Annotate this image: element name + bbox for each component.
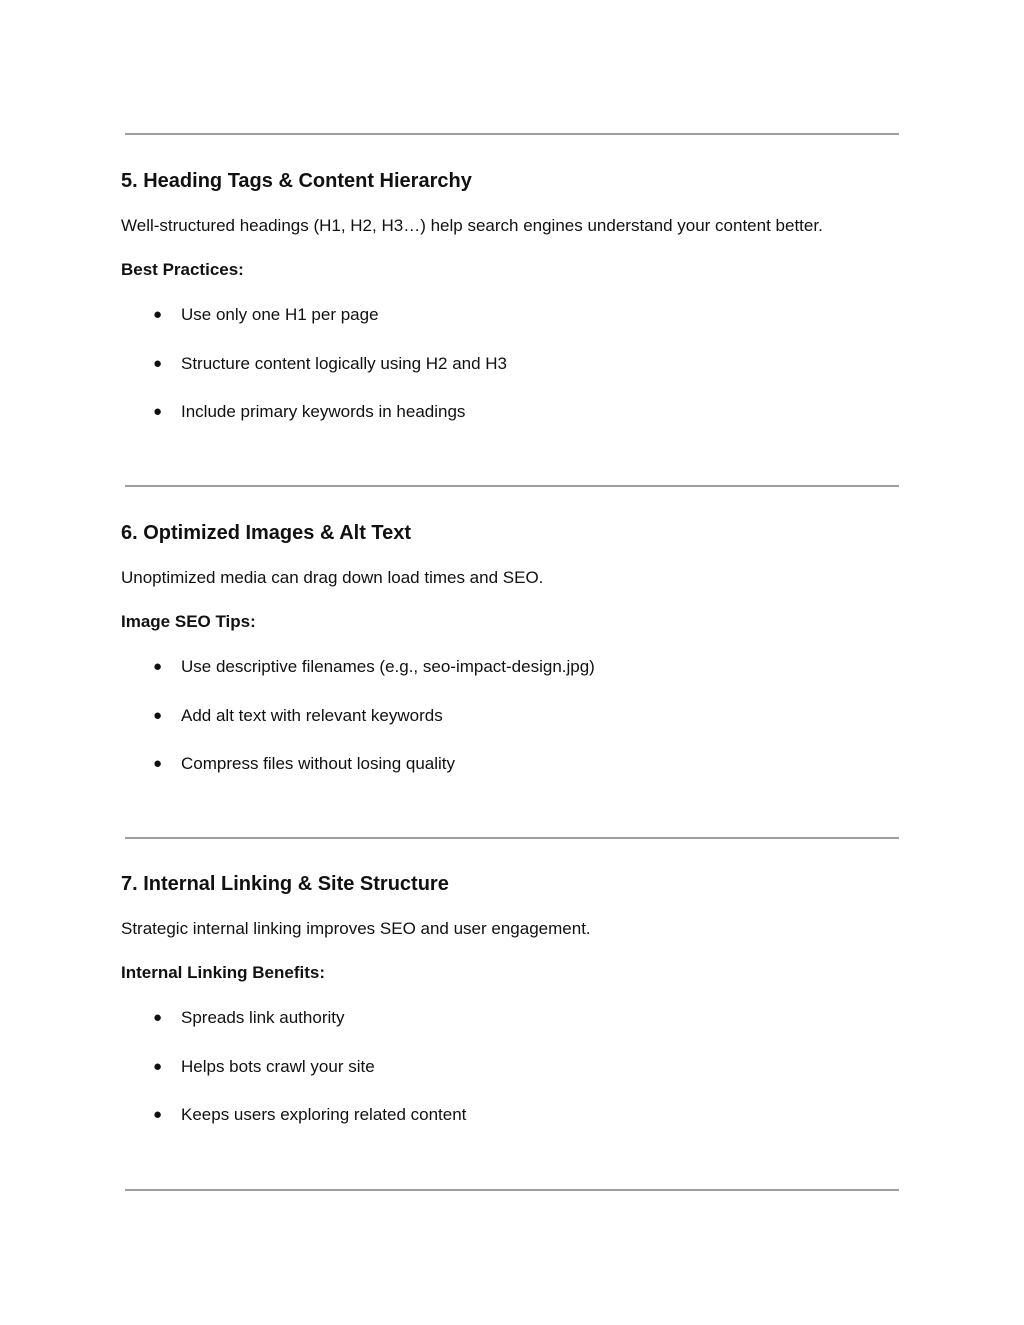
list-item-text: Helps bots crawl your site [181, 1056, 375, 1076]
section-heading: 5. Heading Tags & Content Hierarchy [121, 170, 472, 192]
section-intro: Well-structured headings (H1, H2, H3…) help search engines understand your content better. [121, 216, 823, 235]
list-item-text: Use only one H1 per page [181, 305, 379, 324]
section-subheading: Internal Linking Benefits: [121, 963, 326, 982]
horizontal-rule [125, 837, 899, 839]
list-item-text: Keeps users exploring related content [181, 1105, 467, 1124]
horizontal-rule [125, 1189, 899, 1191]
bullet-icon: ● [153, 403, 163, 420]
list-item-text: Compress files without losing quality [181, 754, 456, 773]
bullet-icon: ● [153, 1057, 163, 1075]
bullet-icon: ● [153, 755, 163, 772]
list-item-text: Include primary keywords in headings [181, 402, 466, 421]
list-item-text: Add alt text with relevant keywords [181, 705, 443, 725]
section-subheading: Image SEO Tips: [121, 612, 256, 631]
horizontal-rule [125, 485, 899, 487]
bullet-icon: ● [153, 658, 163, 675]
bullet-icon: ● [153, 1106, 163, 1123]
section-heading: 6. Optimized Images & Alt Text [121, 522, 412, 544]
bullet-icon: ● [153, 354, 163, 372]
section-subheading: Best Practices: [121, 260, 244, 279]
bullet-icon: ● [153, 1009, 163, 1026]
list-item-text: Use descriptive filenames (e.g., seo-impact-design.jpg) [181, 657, 595, 676]
bullet-icon: ● [153, 706, 163, 724]
section-intro: Unoptimized media can drag down load times and SEO. [121, 568, 544, 587]
list-item-text: Structure content logically using H2 and H3 [181, 353, 508, 373]
section-intro: Strategic internal linking improves SEO and user engagement. [121, 919, 591, 938]
list-item-text: Spreads link authority [181, 1008, 345, 1027]
section-heading: 7. Internal Linking & Site Structure [121, 873, 449, 895]
bullet-icon: ● [153, 306, 163, 323]
horizontal-rule [125, 133, 899, 135]
